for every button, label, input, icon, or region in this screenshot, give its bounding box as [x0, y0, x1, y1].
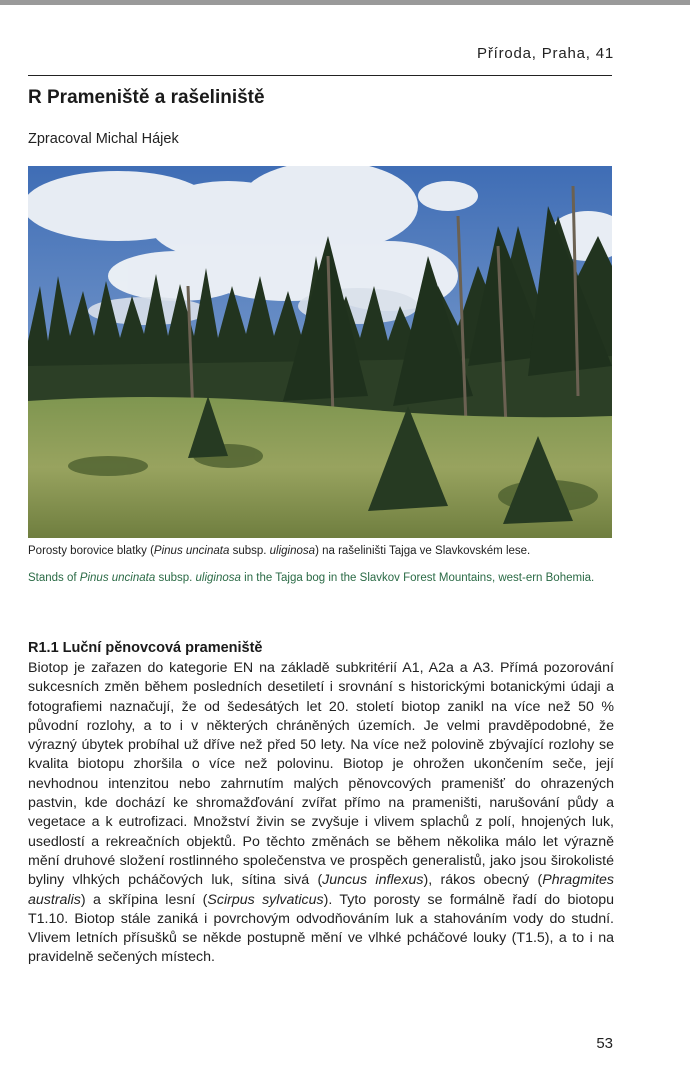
bog-photo [28, 166, 612, 538]
caption-subspecies: uliginosa [269, 545, 316, 557]
caption-text: Porosty borovice blatky ( [28, 545, 154, 557]
caption-text: in the Tajga bog in the Slavkov Forest Mountains, west-ern Bohemia. [240, 572, 595, 584]
photo-illustration [28, 166, 612, 538]
page-number: 53 [596, 1035, 613, 1052]
caption-text: subsp. [155, 572, 196, 584]
scan-edge [0, 0, 690, 5]
species-name: Scirpus sylvaticus [207, 891, 324, 908]
running-head: Příroda, Praha, 41 [477, 45, 614, 62]
chapter-title: R Prameniště a rašeliniště [28, 87, 265, 108]
photo-caption-english [28, 570, 616, 586]
caption-species: Pinus uncinata [153, 545, 230, 557]
body-text: ), rákos obecný ( [423, 872, 543, 889]
body-text: Biotop je zařazen do kategorie EN na základě subkritérií A1, A2a a A3. Přímá pozorování sukcesních změn během posledních desetiletí i srovnání s historickými botanickými údaji a fotografiemi naznačují, že od šedesátých let 20. století biotop zanikl na více než 50 % původní rozlohy, a to i v některých chráněných územích. Je velmi pravděpodobné, že výrazný úbytek probíhal už dříve než před 50 lety. Na více než polovině zbývající rozlohy se kvalita biotopu zhoršila o více než polovinu. Biotop je ohrožen ukončením seče, její nevhodnou intenzitou nebo zahrnutím malých pěnovcových pramenišť do ohrazených pastvin, kde dochází ke shromažďování zvířat přímo na prameništi, narušování půdy a vegetace a k eutrofizaci. Množství živin se zvyšuje i vlivem splachů z polí, hnojených luk, usedlostí a rekreačních objektů. Po těchto změnách se během několika málo let výrazně mění druhové složení rostlinného společenstva ve prospěch generalistů, jako jsou širokolisté byliny vlhkých pcháčových luk, sítina sivá ( [28, 660, 614, 889]
species-name: Phragmites australis [28, 872, 614, 908]
body-text: ) a skřípina lesní ( [80, 891, 208, 908]
caption-text: subsp. [229, 545, 270, 557]
species-name: Juncus inflexus [322, 872, 424, 889]
caption-text: Stands of [28, 572, 80, 584]
caption-text: ) na rašeliništi Tajga ve Slavkovském lese. [315, 545, 531, 557]
photo-caption-czech [28, 544, 618, 559]
body-text: ). Tyto porosty se formálně řadí do biotopu T1.10. Biotop stále zaniká i povrchovým odvodňováním luk a stahováním vody do studní. Vlivem letních přísušků se někde postupně mění ve vlhké pcháčové louky (T1.5), a to i na pravidelně sečených místech. [28, 891, 615, 966]
caption-subspecies: uliginosa [195, 572, 241, 584]
caption-species: Pinus uncinata [79, 572, 156, 584]
author-line: Zpracoval Michal Hájek [28, 131, 179, 147]
header-rule [28, 75, 612, 76]
section-title: R1.1 Luční pěnovcová prameniště [28, 640, 263, 656]
body-paragraph [28, 659, 614, 968]
